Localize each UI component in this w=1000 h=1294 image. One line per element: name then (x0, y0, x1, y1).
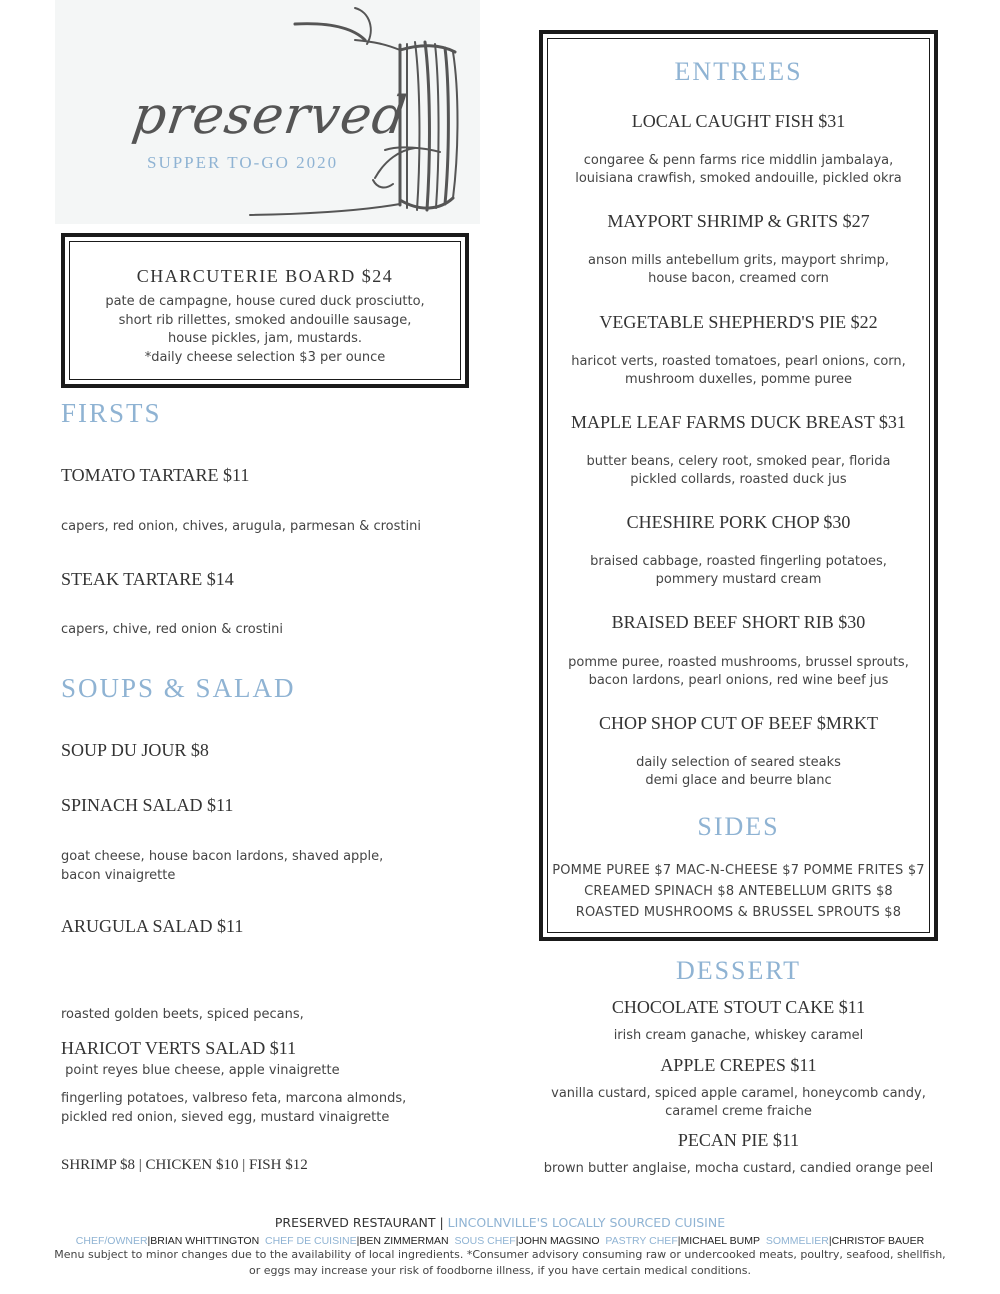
charcuterie-title: CHARCUTERIE BOARD $24 (136, 266, 394, 286)
sides-line: POMME PUREE $7 MAC-N-CHEESE $7 POMME FRITES $7 (552, 863, 925, 878)
sides-heading: SIDES (697, 812, 780, 841)
menu-item-title: VEGETABLE SHEPHERD'S PIE $22 (599, 312, 878, 332)
menu-item-description-line: pommery mustard cream (655, 572, 822, 587)
menu-item-title: CHESHIRE PORK CHOP $30 (626, 512, 851, 532)
menu-item-description-line: louisiana crawfish, smoked andouille, pickled okra (575, 171, 902, 186)
menu-item-title: ARUGULA SALAD $11 (61, 916, 244, 936)
menu-item-description-line: mushroom duxelles, pomme puree (625, 372, 852, 387)
menu-item-description (548, 252, 929, 288)
staff-name: MICHAEL BUMP (680, 1235, 761, 1247)
menu-item-description: irish cream ganache, whiskey caramel (613, 1028, 864, 1043)
menu-item-description-line: anson mills antebellum grits, mayport shrimp, (588, 253, 889, 268)
menu-item-description (548, 754, 929, 790)
menu-item-description (548, 553, 929, 589)
menu-item-description-line: pomme puree, roasted mushrooms, brussel sprouts, (568, 655, 909, 670)
menu-item-description (548, 353, 929, 389)
menu-item-description-line: roasted golden beets, spiced pecans, (61, 1007, 304, 1022)
menu-item-description-line: daily selection of seared steaks (636, 755, 841, 770)
menu-item-description-line: caramel creme fraiche (665, 1104, 812, 1119)
staff-line: CHEF/OWNER|BRIAN WHITTINGTON CHEF DE CUISINE|BEN ZIMMERMAN SOUS CHEF|JOHN MAGSINO PASTRY CHEF|MICHAEL BUMP SOMMELIER|CHRISTOF BAUER (75, 1235, 925, 1247)
menu-item-title: CHOCOLATE STOUT CAKE $11 (611, 997, 866, 1017)
menu-item-description-line: fingerling potatoes, valbreso feta, marcona almonds, (61, 1091, 407, 1106)
menu-item-title: STEAK TARTARE $14 (61, 569, 234, 589)
restaurant-tagline: LINCOLNVILLE'S LOCALLY SOURCED CUISINE (447, 1215, 726, 1230)
menu-item-description (61, 848, 383, 885)
menu-item-title: BRAISED BEEF SHORT RIB $30 (611, 612, 866, 632)
charcuterie-inner-border (69, 241, 461, 380)
sides-line: CREAMED SPINACH $8 ANTEBELLUM GRITS $8 (584, 884, 893, 899)
menu-item-description-line: bacon vinaigrette (61, 867, 176, 883)
menu-item-title: MAYPORT SHRIMP & GRITS $27 (607, 211, 870, 231)
entrees-heading: ENTREES (674, 57, 803, 86)
charcuterie-line: house pickles, jam, mustards. (167, 331, 363, 346)
menu-item-description-line: braised cabbage, roasted fingerling potatoes, (590, 554, 887, 569)
menu-item-title: MAPLE LEAF FARMS DUCK BREAST $31 (571, 412, 906, 432)
entrees-inner-border (547, 38, 930, 933)
menu-item-description: capers, red onion, chives, arugula, parmesan & crostini (61, 519, 421, 534)
charcuterie-box (61, 233, 469, 388)
soups-salad-heading: SOUPS & SALAD (61, 673, 296, 703)
charcuterie-line: pate de campagne, house cured duck prosciutto, (105, 294, 425, 309)
menu-item-description-line: butter beans, celery root, smoked pear, florida (586, 454, 891, 469)
staff-name: JOHN MAGSINO (518, 1235, 600, 1247)
protein-addons: SHRIMP $8 | CHICKEN $10 | FISH $12 (61, 1157, 308, 1173)
staff-role: CHEF/OWNER (75, 1235, 148, 1247)
menu-item-description-line: pickled collards, roasted duck jus (630, 472, 847, 487)
logo-subtitle: SUPPER TO-GO 2020 (147, 153, 339, 172)
footer-separator: | (439, 1215, 444, 1230)
staff-role: SOMMELIER (765, 1235, 829, 1247)
menu-item-description-line: demi glace and beurre blanc (645, 773, 832, 788)
menu-item-description-line: goat cheese, house bacon lardons, shaved apple, (61, 849, 384, 864)
charcuterie-line: *daily cheese selection $3 per ounce (144, 349, 386, 365)
menu-item-description (61, 969, 340, 1099)
menu-item-description-line: vanilla custard, spiced apple caramel, honeycomb candy, (551, 1086, 926, 1101)
menu-item-title: TOMATO TARTARE $11 (61, 465, 250, 485)
dessert-section (539, 950, 938, 1190)
menu-item-title: CHOP SHOP CUT OF BEEF $MRKT (599, 713, 878, 733)
restaurant-name: PRESERVED RESTAURANT (274, 1215, 436, 1230)
staff-name: BRIAN WHITTINGTON (150, 1235, 260, 1247)
menu-item-description (548, 654, 929, 690)
menu-item-description-line: point reyes blue cheese, apple vinaigrette (61, 1062, 340, 1078)
menu-item-title: SOUP DU JOUR $8 (61, 740, 209, 760)
sides-line: ROASTED MUSHROOMS & BRUSSEL SPROUTS $8 (575, 905, 902, 920)
menu-item-title: PECAN PIE $11 (677, 1130, 800, 1150)
menu-item-title: APPLE CREPES $11 (660, 1055, 817, 1075)
firsts-heading: FIRSTS (61, 398, 162, 428)
staff-role: CHEF DE CUISINE (265, 1235, 357, 1247)
menu-item-description: brown butter anglaise, mocha custard, candied orange peel (543, 1161, 934, 1176)
menu-item-description: capers, chive, red onion & crostini (61, 622, 284, 637)
menu-item-description-line: haricot verts, roasted tomatoes, pearl onions, corn, (571, 354, 906, 369)
menu-item-title: SPINACH SALAD $11 (61, 795, 234, 815)
staff-name: CHRISTOF BAUER (831, 1235, 925, 1247)
charcuterie-line: short rib rillettes, smoked andouille sausage, (118, 312, 412, 328)
footer-restaurant-line (0, 1215, 1000, 1230)
menu-item-description (539, 1085, 938, 1121)
charcuterie-description (70, 293, 460, 367)
menu-item-description-line: house bacon, creamed corn (648, 271, 829, 286)
menu-item-description (548, 152, 929, 188)
consumer-advisory: Menu subject to minor changes due to the availability of local ingredients. *Consumer advisory consuming raw or undercooked meats, poultry, seafood, shellfish, or eggs may increase your risk of foodborne illness, if you have certain medical conditions. (54, 1248, 946, 1277)
logo-wordmark: preserved (128, 86, 411, 146)
menu-item-title: LOCAL CAUGHT FISH $31 (631, 111, 846, 131)
dessert-heading: DESSERT (675, 956, 802, 985)
menu-item-description-line: congaree & penn farms rice middlin jambalaya, (583, 153, 894, 168)
menu-item-description (548, 453, 929, 489)
staff-role: SOUS CHEF (454, 1235, 516, 1247)
menu-item-description-line: pickled red onion, sieved egg, mustard vinaigrette (61, 1109, 390, 1125)
menu-item-description-line: bacon lardons, pearl onions, red wine beef jus (588, 673, 889, 688)
menu-item-description (61, 1090, 406, 1127)
staff-name: BEN ZIMMERMAN (359, 1235, 449, 1247)
staff-role: PASTRY CHEF (605, 1235, 678, 1247)
logo (55, 0, 480, 224)
menu-item-title: HARICOT VERTS SALAD $11 (61, 1038, 297, 1058)
entrees-box (539, 30, 938, 941)
